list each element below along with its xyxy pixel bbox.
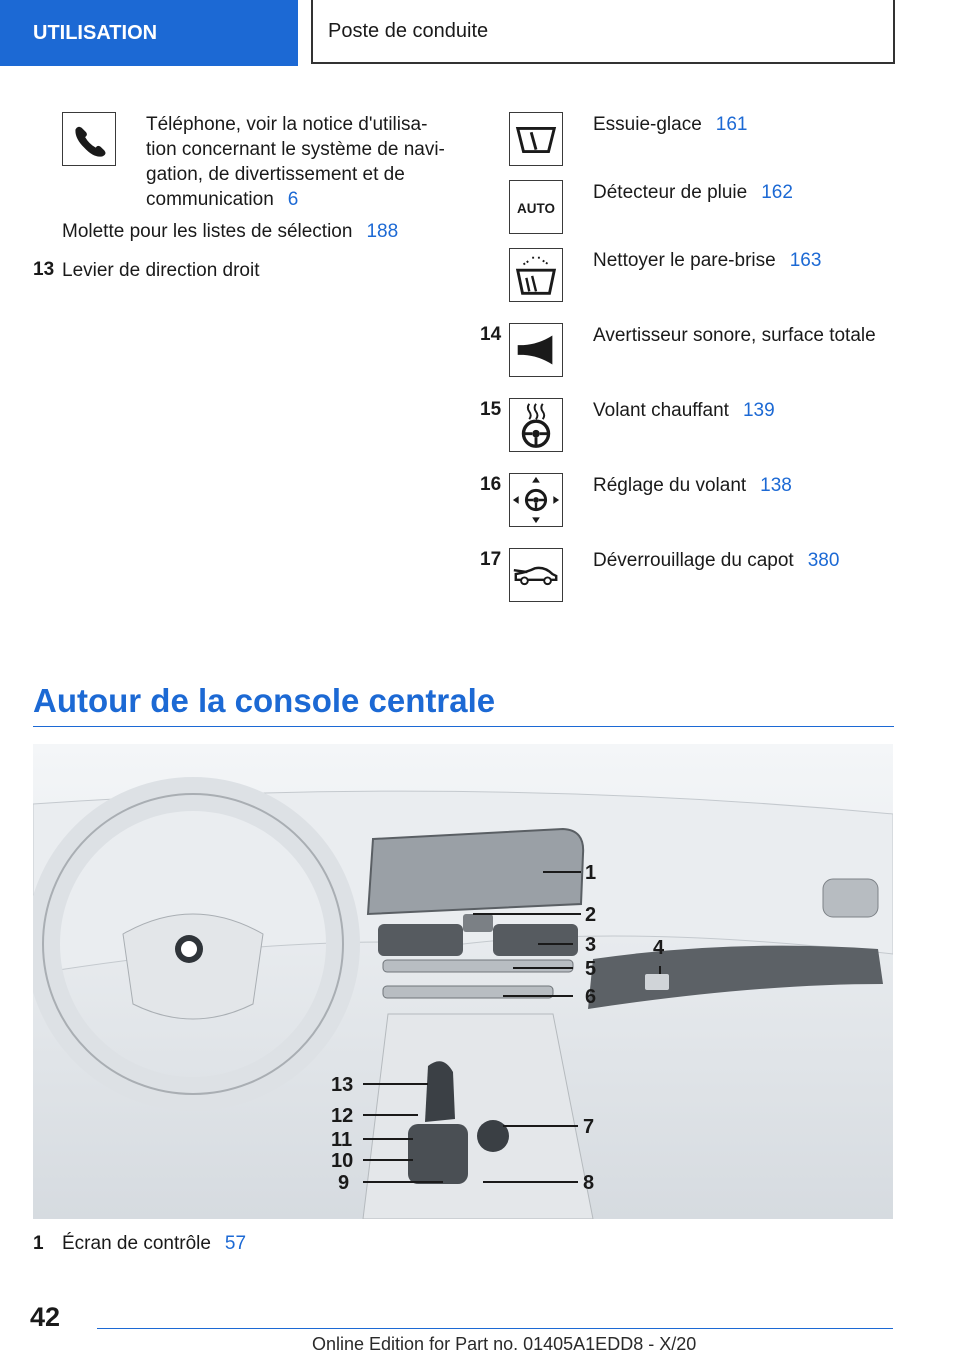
wash-page-link[interactable]: 163 (789, 250, 822, 271)
callout-4: 4 (653, 937, 665, 959)
callout-8: 8 (583, 1172, 595, 1194)
phone-description (146, 112, 445, 212)
wiper-item (593, 112, 747, 137)
rain-text: Détecteur de pluie (593, 182, 748, 203)
item-14-number: 14 (480, 324, 502, 345)
callout-9: 9 (338, 1172, 350, 1194)
callout-7: 7 (583, 1116, 595, 1138)
item-17-page-link[interactable]: 380 (807, 550, 840, 571)
phone-text-line: communication (146, 189, 274, 210)
heated-steering-wheel-icon (509, 398, 563, 452)
steering-adjust-icon (509, 473, 563, 527)
phone-text-line: Téléphone, voir la notice d'utilisa- (146, 114, 428, 135)
caption-item (62, 1231, 246, 1256)
phone-text-line: gation, de divertissement et de (146, 164, 405, 185)
callout-11: 11 (331, 1129, 353, 1151)
console-drawing (33, 744, 893, 1219)
rain-page-link[interactable]: 162 (761, 182, 793, 203)
caption-text: Écran de contrôle (62, 1233, 211, 1254)
windshield-washer-icon (509, 248, 563, 302)
item-15-page-link[interactable]: 139 (742, 400, 775, 421)
item-16-page-link[interactable]: 138 (760, 475, 792, 496)
item-17-item (593, 548, 839, 573)
item-16-text: Réglage du volant (593, 475, 747, 496)
section-title: Autour de la console centrale (33, 682, 496, 719)
header-chapter-box (311, 0, 895, 64)
header-section-tab (0, 0, 298, 66)
footer-rule (97, 1328, 893, 1329)
item-16-number: 16 (480, 474, 502, 495)
caption-page-link[interactable]: 57 (224, 1233, 247, 1254)
item-17-text: Déverrouillage du capot (593, 550, 794, 571)
center-console-illustration (33, 744, 893, 1219)
caption-number: 1 (33, 1233, 44, 1254)
callout-6: 6 (585, 986, 597, 1008)
callout-3: 3 (585, 934, 597, 956)
rain-item (593, 180, 793, 205)
rain-sensor-icon (509, 180, 563, 234)
phone-text-line: tion concernant le système de navi- (146, 139, 445, 160)
wiper-icon (509, 112, 563, 166)
horn-icon (509, 323, 563, 377)
hood-release-icon (509, 548, 563, 602)
callout-1: 1 (585, 862, 597, 884)
wash-text: Nettoyer le pare-brise (593, 250, 776, 271)
phone-page-link[interactable]: 6 (287, 189, 299, 210)
section-rule (33, 726, 894, 727)
molette-page-link[interactable]: 188 (366, 221, 399, 242)
callout-5: 5 (585, 958, 597, 980)
header-chapter-label: Poste de conduite (328, 19, 489, 42)
molette-text: Molette pour les listes de sélection (62, 221, 353, 242)
rain-icon-label: AUTO (517, 200, 555, 216)
page-number: 42 (30, 1302, 61, 1332)
molette-item (62, 219, 398, 244)
item-13-text: Levier de direction droit (62, 260, 260, 281)
phone-icon (62, 112, 116, 166)
wiper-page-link[interactable]: 161 (715, 114, 748, 135)
item-16-item (593, 473, 792, 498)
item-17-number: 17 (480, 549, 502, 570)
footer-edition: Online Edition for Part no. 01405A1EDD8 - X/20 (312, 1334, 697, 1354)
wash-item (593, 248, 821, 273)
item-15-text: Volant chauffant (593, 400, 729, 421)
item-14-text: Avertisseur sonore, surface totale (593, 325, 876, 346)
callout-13: 13 (331, 1074, 354, 1096)
wiper-text: Essuie-glace (593, 114, 702, 135)
callout-12: 12 (331, 1105, 354, 1127)
item-15-number: 15 (480, 399, 502, 420)
header-section-label: UTILISATION (33, 21, 158, 44)
callout-10: 10 (331, 1150, 354, 1172)
item-15-item (593, 398, 775, 423)
callout-2: 2 (585, 904, 597, 926)
item-13-number: 13 (33, 259, 55, 280)
